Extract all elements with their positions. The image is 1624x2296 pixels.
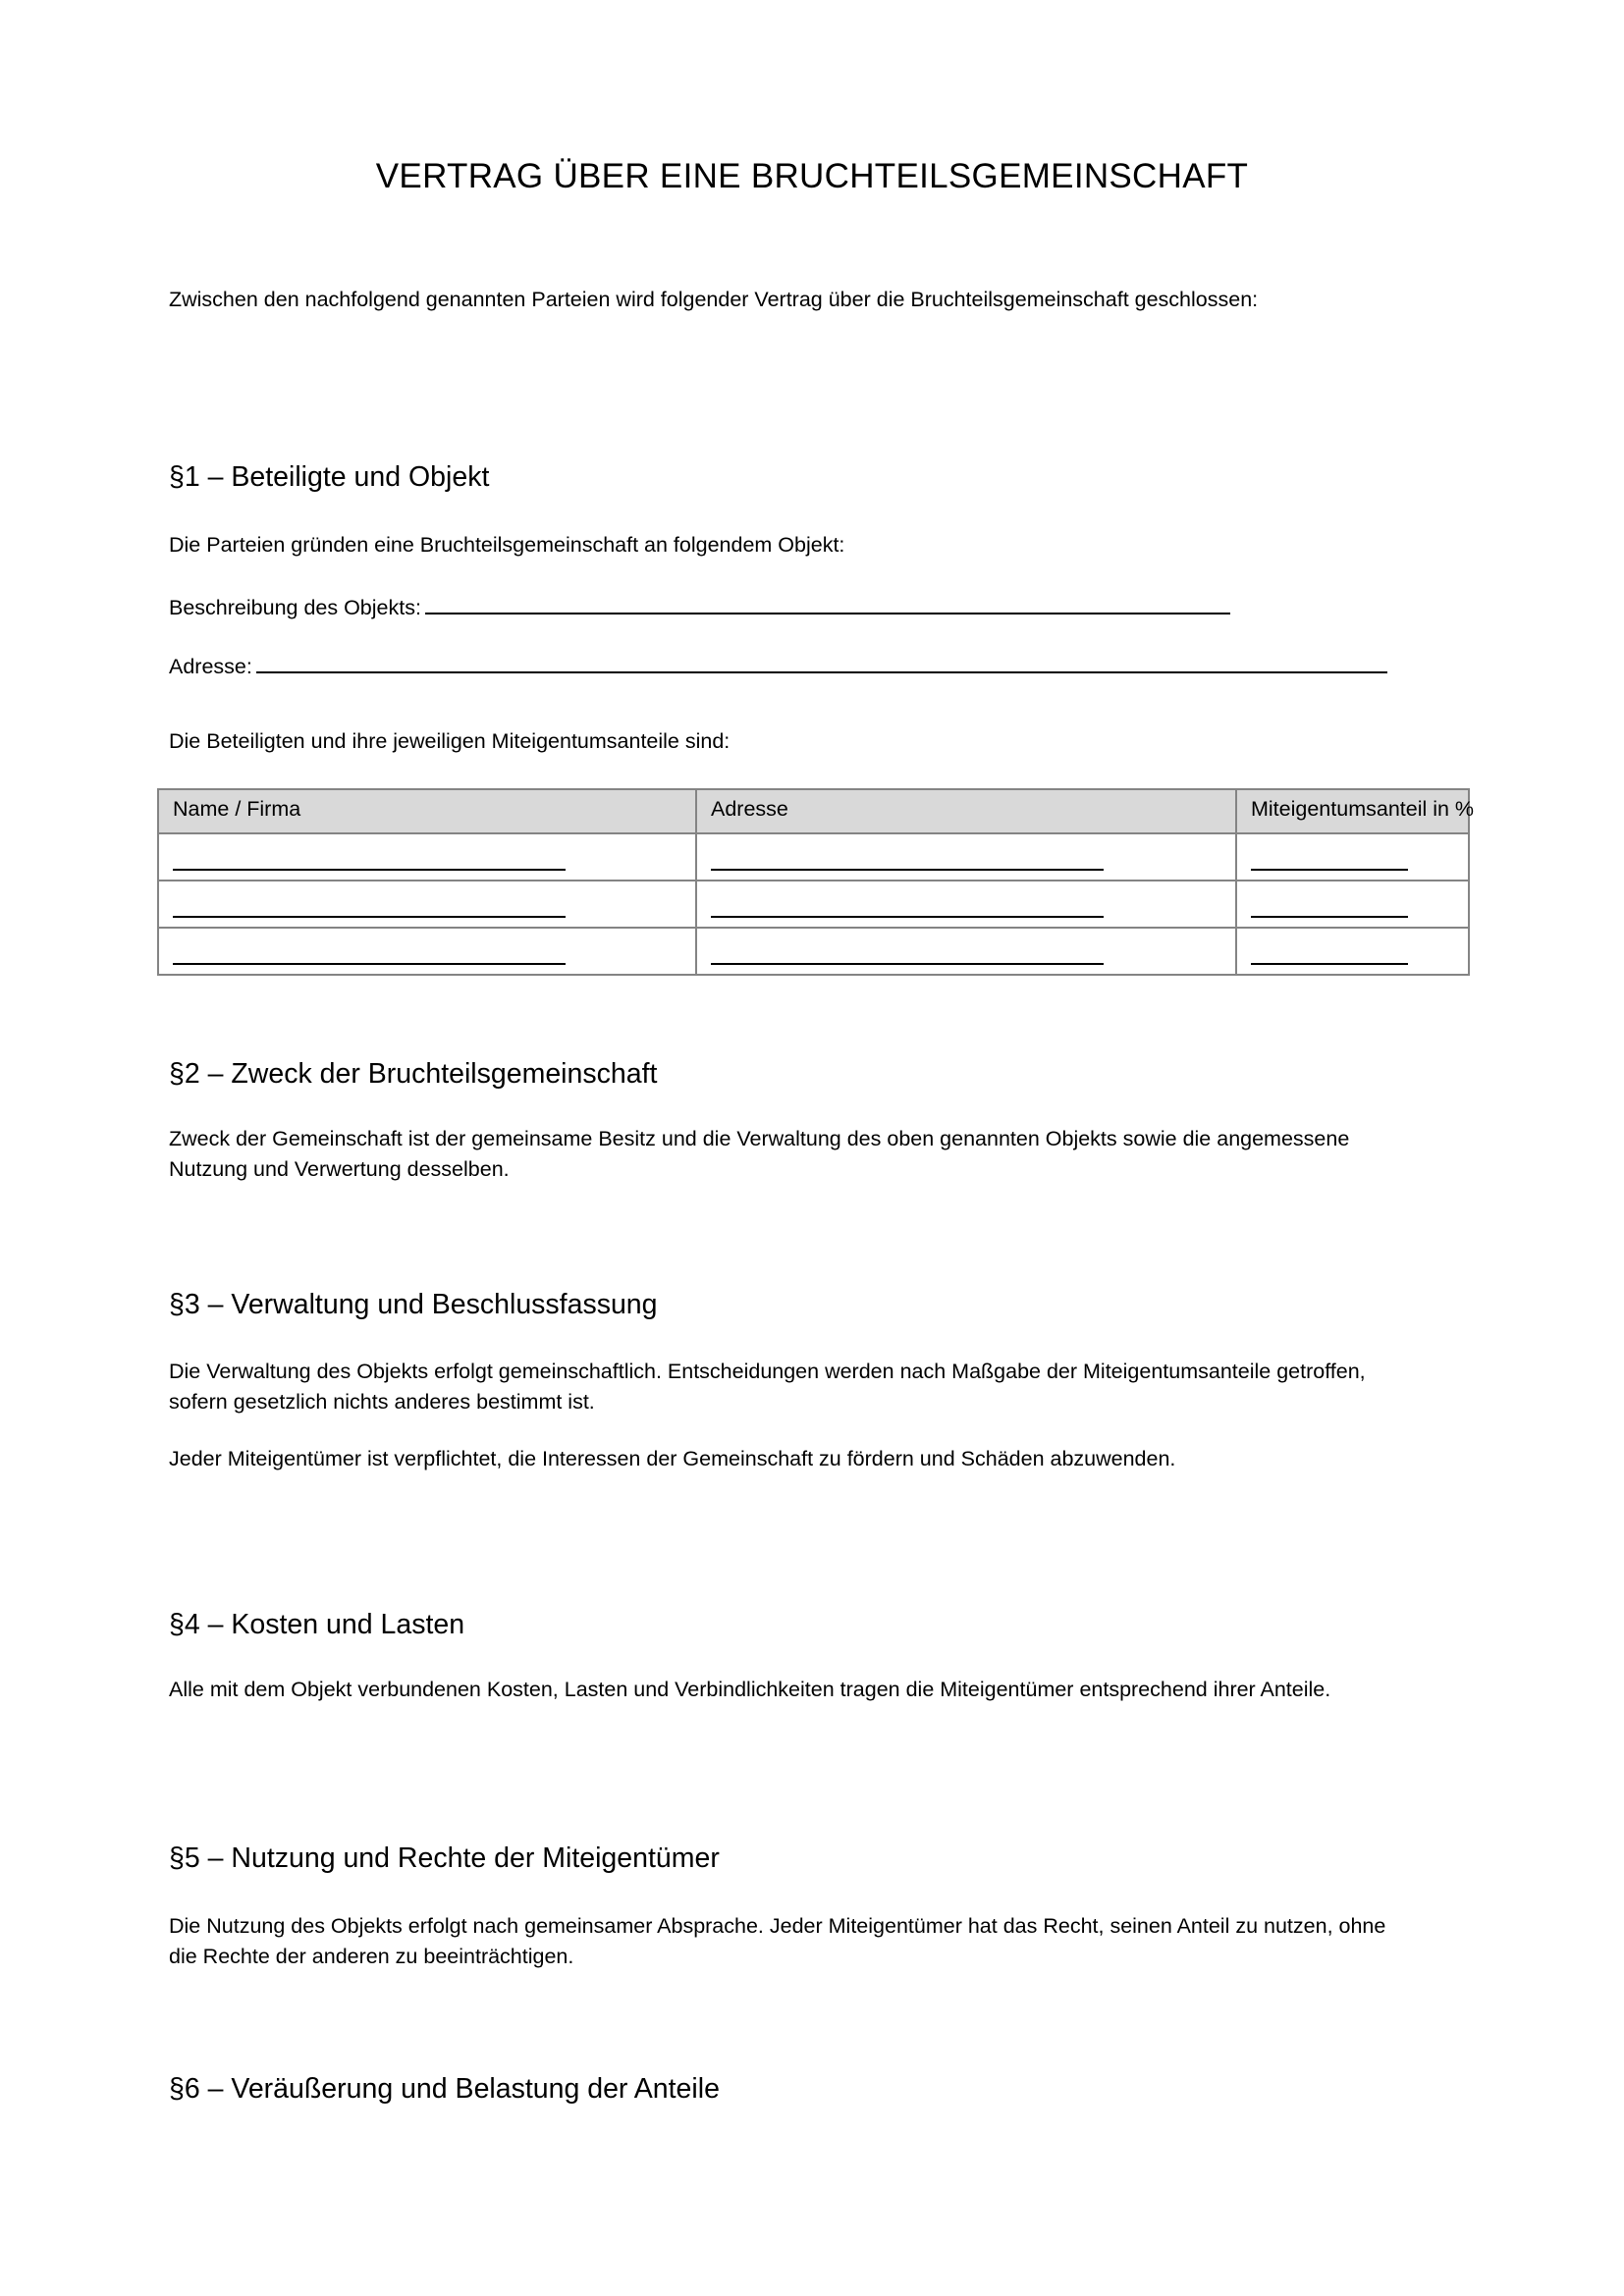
address-input-line-3[interactable] (711, 963, 1104, 965)
table-header-address-label: Adresse (711, 797, 788, 821)
object-address-field-row (169, 649, 1387, 681)
section1-lead: Die Parteien gründen eine Bruchteilsgemeinschaft an folgendem Objekt: (169, 533, 845, 557)
participants-table (157, 788, 1475, 976)
table-cell-address[interactable] (696, 833, 1236, 881)
table-cell-share[interactable] (1236, 881, 1469, 928)
section-heading-3: §3 – Verwaltung und Beschlussfassung (169, 1289, 658, 1320)
section-heading-1: §1 – Beteiligte und Objekt (169, 461, 490, 493)
section3-body-2: Jeder Miteigentümer ist verpflichtet, die Interessen der Gemeinschaft zu fördern und Schäden abzuwenden. (169, 1447, 1176, 1470)
table-header-row (158, 789, 1469, 833)
section2-body: Zweck der Gemeinschaft ist der gemeinsame Besitz und die Verwaltung des oben genannten Objekts sowie die angemessene Nutzung und Verwertung desselben. (169, 1127, 1350, 1181)
object-address-input[interactable] (256, 649, 1387, 673)
section-heading-2: §2 – Zweck der Bruchteilsgemeinschaft (169, 1058, 658, 1090)
table-cell-address[interactable] (696, 881, 1236, 928)
object-description-field-row (169, 590, 1230, 622)
address-input-line-2[interactable] (711, 916, 1104, 918)
table-cell-name[interactable] (158, 881, 696, 928)
section-heading-6: §6 – Veräußerung und Belastung der Anteile (169, 2073, 720, 2105)
table-row (158, 928, 1469, 975)
share-input-line-2[interactable] (1251, 916, 1408, 918)
page-title: VERTRAG ÜBER EINE BRUCHTEILSGEMEINSCHAFT (375, 157, 1249, 195)
table-cell-name[interactable] (158, 928, 696, 975)
table-header-name-label: Name / Firma (173, 797, 301, 821)
section3-body-1: Die Verwaltung des Objekts erfolgt gemeinschaftlich. Entscheidungen werden nach Maßgabe der Miteigentumsanteile getroffen, sofern gesetzlich nichts anderes bestimmt ist. (169, 1360, 1366, 1414)
table-header-address (696, 789, 1236, 833)
intro-paragraph: Zwischen den nachfolgend genannten Parteien wird folgender Vertrag über die Bruchteilsgemeinschaft geschlossen: (169, 288, 1259, 311)
section-heading-4: §4 – Kosten und Lasten (169, 1609, 465, 1640)
name-input-line-3[interactable] (173, 963, 566, 965)
table-cell-share[interactable] (1236, 833, 1469, 881)
table-row (158, 833, 1469, 881)
table-cell-name[interactable] (158, 833, 696, 881)
object-address-label: Adresse: (169, 654, 252, 678)
table-header-name (158, 789, 696, 833)
section-heading-5: §5 – Nutzung und Rechte der Miteigentümer (169, 1842, 720, 1874)
name-input-line-2[interactable] (173, 916, 566, 918)
share-input-line-1[interactable] (1251, 869, 1408, 871)
address-input-line-1[interactable] (711, 869, 1104, 871)
section5-body: Die Nutzung des Objekts erfolgt nach gemeinsamer Absprache. Jeder Miteigentümer hat das Recht, seinen Anteil zu nutzen, ohne die Rechte der anderen zu beeinträchtigen. (169, 1914, 1386, 1968)
share-input-line-3[interactable] (1251, 963, 1408, 965)
object-description-input[interactable] (425, 590, 1230, 614)
table-cell-address[interactable] (696, 928, 1236, 975)
section4-body: Alle mit dem Objekt verbundenen Kosten, Lasten und Verbindlichkeiten tragen die Miteigentümer entsprechend ihrer Anteile. (169, 1678, 1331, 1701)
table-header-share (1236, 789, 1475, 833)
table-row (158, 881, 1469, 928)
object-description-label: Beschreibung des Objekts: (169, 595, 421, 619)
participants-table-lead: Die Beteiligten und ihre jeweiligen Miteigentumsanteile sind: (169, 729, 731, 753)
name-input-line-1[interactable] (173, 869, 566, 871)
table-cell-share[interactable] (1236, 928, 1469, 975)
table-header-share-label: Miteigentumsanteil in % (1251, 797, 1475, 821)
